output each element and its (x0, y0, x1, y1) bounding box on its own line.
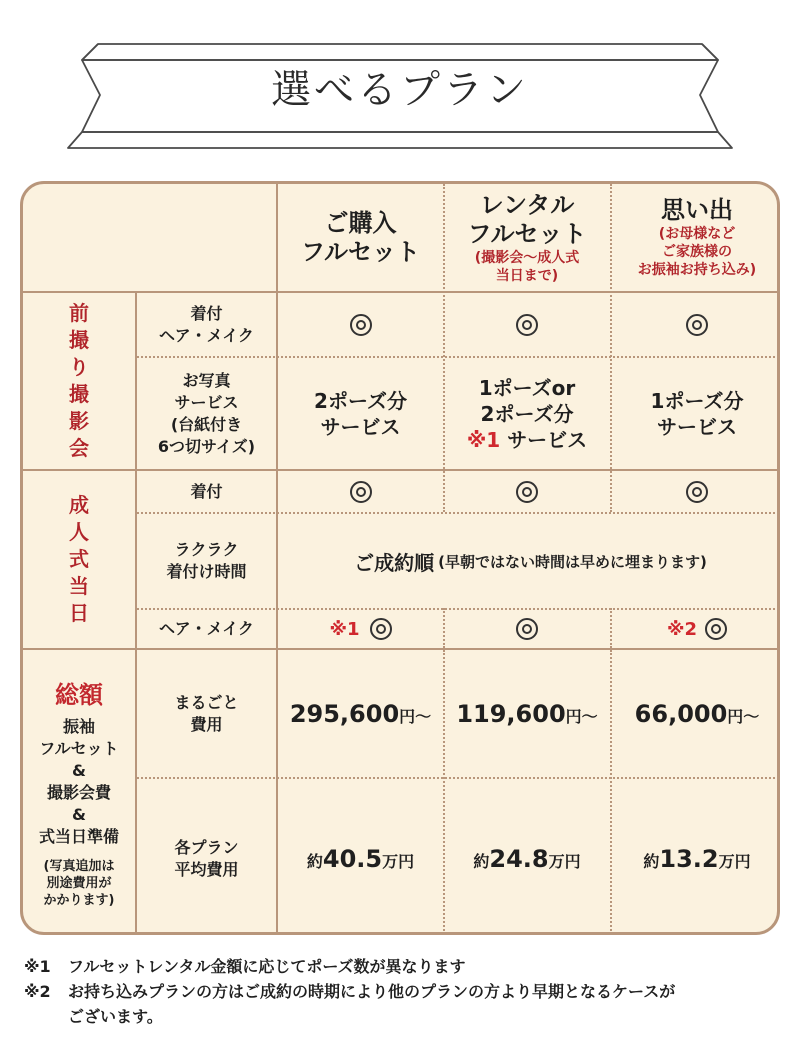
cell-seijin-kitsuke-col1 (278, 471, 443, 512)
cell-hair-col3 (611, 610, 780, 648)
row-label-line: 平均費用 (174, 859, 239, 879)
row-label-hair-make (137, 610, 276, 648)
double-circle-icon (350, 314, 372, 336)
photo-value-line (467, 427, 587, 453)
photo-value-line: 1ポーズ分 (650, 388, 744, 413)
total-line: 撮影会費 (46, 782, 111, 802)
cell-maedori-kitsuke-col3 (611, 293, 780, 356)
price-col2 (444, 650, 610, 777)
row-label-average (137, 779, 276, 935)
photo-value-line: サービス (320, 414, 401, 439)
price-unit: 円〜 (727, 706, 760, 726)
footnote-2-cont (24, 1004, 784, 1029)
price-amount: 295,600 (289, 699, 400, 728)
price-amount: 66,000 (634, 699, 728, 728)
price-unit: 円〜 (399, 706, 432, 726)
avg-value (473, 845, 580, 873)
photo-value-line: 2ポーズ分 (314, 388, 407, 413)
row-label-kitsuke-hair (137, 293, 276, 356)
total-note-line: (写真追加は (43, 858, 115, 874)
note-mark-1: ※1 (329, 618, 360, 640)
title-banner (0, 0, 800, 160)
row-label-photo (137, 358, 276, 469)
section-seijinshiki (23, 471, 135, 648)
cell-photo-col3 (611, 358, 780, 469)
avg-col1 (278, 779, 443, 935)
row-label-line: 6つ切サイズ) (157, 436, 256, 456)
total-line: フルセット (39, 738, 119, 758)
row-label-line: 各プラン (174, 837, 239, 857)
total-label (23, 650, 135, 935)
cell-maedori-kitsuke-col1 (278, 293, 443, 356)
row-label-rakuraku (137, 514, 276, 608)
header-line: レンタル (479, 190, 575, 219)
price-col1 (278, 650, 443, 777)
price-col3 (611, 650, 780, 777)
total-line: 振袖 (62, 716, 95, 736)
footnote-mark: ※2 (24, 982, 51, 1001)
header-line: 思い出 (661, 196, 733, 224)
header-line: フルセット (300, 237, 421, 266)
avg-prefix: 約 (643, 851, 660, 871)
avg-unit: 万円 (718, 851, 751, 871)
double-circle-icon (370, 618, 392, 640)
footnote-text: ございます。 (68, 1007, 163, 1026)
cell-maedori-kitsuke-col2 (444, 293, 610, 356)
double-circle-icon (350, 481, 372, 503)
footnote-text: フルセットレンタル金額に応じてポーズ数が異なります (68, 957, 466, 976)
double-circle-icon (516, 618, 538, 640)
row-label-line: 着付け時間 (166, 562, 247, 581)
cell-seijin-kitsuke-col3 (611, 471, 780, 512)
price-value (290, 700, 431, 728)
plan-comparison-table (20, 181, 780, 935)
total-line: 式当日準備 (38, 826, 119, 846)
cell-photo-col1 (278, 358, 443, 469)
row-label-line: サービス (174, 392, 239, 412)
cell-seijin-kitsuke-col2 (444, 471, 610, 512)
header-line: フルセット (467, 219, 587, 248)
cell-rakuraku-value (278, 514, 780, 608)
total-line: & (72, 804, 86, 824)
header-line: ご購入 (324, 208, 397, 237)
price-value (456, 700, 597, 728)
double-circle-icon (705, 618, 727, 640)
rakuraku-main: ご成約順 (354, 550, 435, 575)
double-circle-icon (686, 314, 708, 336)
price-value (635, 700, 760, 728)
cell-hair-col1 (278, 610, 443, 648)
double-circle-icon (686, 481, 708, 503)
total-note-line: 別途費用が (46, 875, 112, 891)
avg-unit: 万円 (548, 851, 581, 871)
avg-unit: 万円 (382, 851, 415, 871)
avg-prefix: 約 (473, 851, 490, 871)
cell-hair-col2 (444, 610, 610, 648)
total-line: & (72, 760, 86, 780)
footnotes (24, 954, 784, 1029)
header-sub: お振袖お持ち込み) (637, 262, 757, 278)
page-title: 選べるプラン (271, 67, 529, 113)
section-label: 成人式当日 (69, 493, 89, 625)
photo-value-text: サービス (507, 427, 588, 452)
row-label-line: (台紙付き (170, 414, 243, 434)
avg-amount: 13.2 (659, 844, 719, 873)
header-sub: (撮影会〜成人式 (474, 249, 580, 266)
avg-prefix: 約 (306, 851, 323, 871)
photo-value-line: 2ポーズ分 (480, 401, 574, 426)
row-label-line: 着付 (190, 481, 223, 501)
row-label-kitsuke (137, 471, 276, 512)
avg-value (307, 845, 414, 873)
row-label-line: まるごと (174, 692, 239, 712)
note-mark-2: ※2 (666, 618, 698, 640)
cell-photo-col2 (444, 358, 610, 469)
row-label-line: ラクラク (174, 540, 239, 559)
avg-value (643, 845, 750, 873)
row-label-line: ヘア・メイク (159, 619, 254, 638)
header-purchase-fullset (278, 184, 443, 291)
header-sub: (お母様など (658, 226, 736, 242)
double-circle-icon (516, 314, 538, 336)
row-label-line: 費用 (190, 714, 223, 734)
avg-col3 (611, 779, 780, 935)
footnote-mark (24, 1004, 68, 1029)
avg-amount: 24.8 (489, 844, 549, 873)
header-sub: ご家族様の (662, 244, 732, 260)
row-label-line: ヘア・メイク (159, 325, 254, 345)
section-maedori (23, 293, 135, 469)
avg-col2 (444, 779, 610, 935)
avg-amount: 40.5 (322, 844, 383, 873)
section-label: 前撮り撮影会 (69, 301, 89, 460)
row-label-line: 着付 (190, 303, 223, 323)
price-amount: 119,600 (456, 699, 566, 728)
photo-value-line: 1ポーズor (478, 375, 576, 400)
footnote-text: お持ち込みプランの方はご成約の時期により他のプランの方より早期となるケースが (68, 982, 676, 1001)
note-mark-1: ※1 (466, 427, 501, 452)
footnote-1 (24, 954, 784, 979)
footnote-2 (24, 979, 784, 1004)
header-sub: 当日まで) (495, 267, 559, 284)
row-label-marugoto (137, 650, 276, 777)
photo-value-line: サービス (657, 414, 737, 439)
rakuraku-note: (早朝ではない時間は早めに埋まります) (438, 552, 707, 571)
total-note-line: かかります) (43, 892, 115, 908)
header-omoide (611, 184, 780, 291)
total-title: 総額 (55, 680, 103, 709)
row-label-line: お写真 (182, 370, 231, 390)
header-rental-fullset (444, 184, 610, 291)
footnote-mark: ※1 (24, 957, 51, 976)
double-circle-icon (516, 481, 538, 503)
price-unit: 円〜 (565, 706, 598, 726)
